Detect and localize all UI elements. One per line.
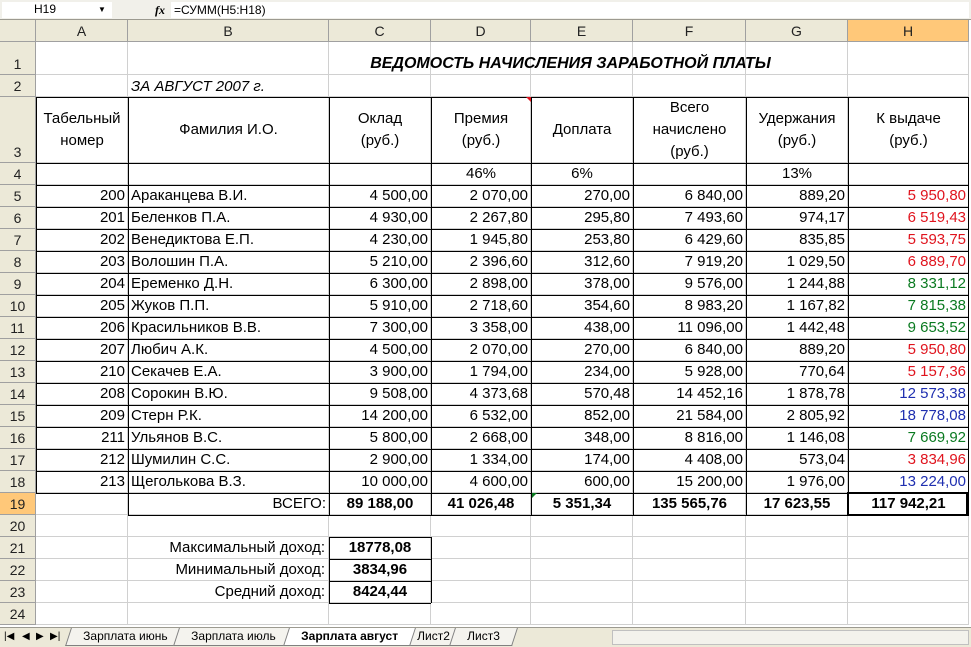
comment-indicator-icon [526,97,531,102]
border-line [848,97,849,515]
name-box[interactable] [2,2,112,18]
cell-total[interactable]: 6 840,00 [684,187,743,204]
row-header-4[interactable]: 4 [0,163,36,185]
cell-id[interactable]: 201 [99,209,125,226]
sheet-tab-2[interactable] [173,628,293,646]
cell-deduct[interactable]: 1 146,08 [786,429,845,446]
horizontal-scrollbar[interactable] [612,630,969,645]
cell-extra[interactable]: 270,00 [584,341,630,358]
cell-total[interactable]: 11 096,00 [677,319,743,336]
sheet-tab-label: Зарплата июль [191,629,276,643]
cell-name[interactable]: Волошин П.А. [131,253,229,270]
row-header-19[interactable]: 19 [0,493,36,515]
name-box-value: H19 [34,2,57,16]
cell-bonus[interactable]: 4 600,00 [469,473,528,490]
border-line [36,427,969,428]
cell-extra[interactable]: 354,60 [584,297,630,314]
border-line [128,515,969,516]
cell-pay[interactable]: 5 157,36 [907,363,966,380]
total-pay[interactable]: 117 942,21 [871,495,946,512]
sheet-tab-label: Зарплата июнь [83,629,168,643]
cell-deduct[interactable]: 770,64 [799,363,845,380]
cell-extra[interactable]: 234,00 [584,363,630,380]
cell-total[interactable]: 8 816,00 [684,429,743,446]
cell-total[interactable]: 4 408,00 [684,451,743,468]
cell-pay[interactable]: 3 834,96 [907,451,966,468]
cell-name[interactable]: Щеголькова В.З. [131,473,246,490]
cell-salary[interactable]: 4 500,00 [369,341,428,358]
cell-salary[interactable]: 2 900,00 [369,451,428,468]
cell-salary[interactable]: 5 210,00 [369,253,428,270]
cell-pay[interactable]: 7 669,92 [907,429,966,446]
cell-pay[interactable]: 13 224,00 [899,473,966,490]
cell-pay[interactable]: 5 593,75 [907,231,966,248]
cell-deduct[interactable]: 1 244,88 [786,275,845,292]
header-c [329,97,431,163]
column-header-g[interactable]: G [746,20,848,42]
cell-pay[interactable]: 6 889,70 [907,253,966,270]
sheet-tab-label: Зарплата август [301,629,399,643]
header-line: (руб.) [461,132,501,149]
row-header-3[interactable]: 3 [0,97,36,163]
cell-bonus[interactable]: 2 070,00 [469,341,528,358]
row-header-12[interactable]: 12 [0,339,36,361]
stat-value[interactable]: 18778,08 [348,539,412,556]
cell-salary[interactable]: 7 300,00 [369,319,428,336]
border-line [329,97,330,515]
border-line [36,295,969,296]
last-sheet-icon[interactable]: ▶| [50,631,61,642]
first-sheet-icon[interactable]: |◀ [4,631,15,642]
cell-total[interactable]: 8 983,20 [684,297,743,314]
cell-salary[interactable]: 4 930,00 [369,209,428,226]
row-header-16[interactable]: 16 [0,427,36,449]
border-line [36,405,969,406]
header-line: Фамилия И.О. [179,121,278,138]
row-header-20[interactable]: 20 [0,515,36,537]
cell-total[interactable]: 5 928,00 [684,363,743,380]
header-line: Оклад [357,110,403,127]
rate-deduction: 13% [781,165,813,182]
select-all-corner[interactable] [0,20,36,42]
cell-bonus[interactable]: 2 718,60 [469,297,528,314]
cell-id[interactable]: 202 [99,231,125,248]
cell-total[interactable]: 9 576,00 [684,275,743,292]
border-line [36,273,969,274]
column-header-a[interactable]: A [36,20,128,42]
cell-name[interactable]: Сорокин В.Ю. [131,385,228,402]
cell-pay[interactable]: 18 778,08 [899,407,966,424]
formula-bar [0,0,971,20]
cell-extra[interactable]: 378,00 [584,275,630,292]
header-line: номер [60,132,104,149]
cell-total[interactable]: 15 200,00 [676,473,743,490]
cell-deduct[interactable]: 1 878,78 [786,385,845,402]
border-line [36,493,969,494]
column-header-f[interactable]: F [633,20,746,42]
total-deduct[interactable]: 17 623,55 [763,495,831,512]
row-header-24[interactable]: 24 [0,603,36,625]
border-line [968,97,969,515]
border-line [329,559,431,560]
cell-bonus[interactable]: 4 373,68 [469,385,528,402]
cell-salary[interactable]: 4 500,00 [369,187,428,204]
border-line [128,97,129,515]
cell-salary[interactable]: 6 300,00 [369,275,428,292]
header-line: К выдаче [876,110,941,127]
prev-sheet-icon[interactable]: ◀ [22,631,30,642]
border-line [36,383,969,384]
row-header-2[interactable]: 2 [0,75,36,97]
stat-label: Средний доход: [214,583,325,600]
header-line: (руб.) [670,143,709,160]
cell-salary[interactable]: 14 200,00 [361,407,428,424]
cell-bonus[interactable]: 2 668,00 [469,429,528,446]
border-line [329,603,431,604]
header-line: Всего [669,99,710,116]
cell-total[interactable]: 7 919,20 [684,253,743,270]
border-line [36,229,969,230]
cell-total[interactable]: 6 429,60 [684,231,743,248]
row-header-7[interactable]: 7 [0,229,36,251]
cell-name[interactable]: Ульянов В.С. [131,429,223,446]
cell-deduct[interactable]: 835,85 [799,231,845,248]
cell-name[interactable]: Красильников В.В. [131,319,262,336]
cell-pay[interactable]: 7 815,38 [907,297,966,314]
cell-id[interactable]: 212 [99,451,125,468]
cell-extra[interactable]: 600,00 [584,473,630,490]
row-header-17[interactable]: 17 [0,449,36,471]
function-icon[interactable]: fx [155,3,165,17]
sheet-tab-1[interactable] [65,628,185,646]
worksheet-grid[interactable] [36,42,969,625]
cell-bonus[interactable]: 1 334,00 [469,451,528,468]
border-line [36,185,969,186]
cell-pay[interactable]: 9 653,52 [907,319,966,336]
cell-deduct[interactable]: 889,20 [799,341,845,358]
stat-label: Минимальный доход: [175,561,325,578]
header-d [431,97,531,163]
cell-salary[interactable]: 5 800,00 [369,429,428,446]
cell-name[interactable]: Шумилин С.С. [131,451,231,468]
cell-deduct[interactable]: 1 976,00 [786,473,845,490]
cell-total[interactable]: 14 452,16 [676,385,743,402]
cell-pay[interactable]: 6 519,43 [907,209,966,226]
row-header-9[interactable]: 9 [0,273,36,295]
border-line [329,581,431,582]
cell-extra[interactable]: 312,60 [584,253,630,270]
cell-total[interactable]: 7 493,60 [684,209,743,226]
row-header-11[interactable]: 11 [0,317,36,339]
cell-extra[interactable]: 253,80 [584,231,630,248]
cell-deduct[interactable]: 1 029,50 [786,253,845,270]
cell-bonus[interactable]: 2 898,00 [469,275,528,292]
cell-deduct[interactable]: 1 442,48 [786,319,845,336]
border-line [329,537,431,538]
row-header-5[interactable]: 5 [0,185,36,207]
rate-extra: 6% [571,165,593,182]
header-line: Премия [453,110,509,127]
header-e [531,97,633,163]
border-line [746,97,747,515]
header-line: Доплата [552,121,612,138]
cell-id[interactable]: 208 [99,385,125,402]
formula-input[interactable]: =СУММ(H5:H18) [171,2,969,18]
cell-pay[interactable]: 8 331,12 [907,275,966,292]
cell-name[interactable]: Еременко Д.Н. [131,275,234,292]
cell-bonus[interactable]: 2 267,80 [469,209,528,226]
row-header-21[interactable]: 21 [0,537,36,559]
cell-extra[interactable]: 348,00 [584,429,630,446]
cell-salary[interactable]: 9 508,00 [369,385,428,402]
cell-name[interactable]: Любич А.К. [131,341,209,358]
cell-id[interactable]: 205 [99,297,125,314]
row-header-22[interactable]: 22 [0,559,36,581]
cell-name[interactable]: Венедиктова Е.П. [131,231,254,248]
cell-salary[interactable]: 10 000,00 [361,473,428,490]
column-header-b[interactable]: B [128,20,329,42]
header-line: начислено [652,121,727,138]
sheet-tab-bar [0,627,971,647]
border-line [36,207,969,208]
cell-name[interactable]: Араканцева В.И. [131,187,248,204]
cell-pay[interactable]: 5 950,80 [907,187,966,204]
row-header-13[interactable]: 13 [0,361,36,383]
column-header-c[interactable]: C [329,20,431,42]
column-header-h[interactable]: H [848,20,969,42]
column-header-d[interactable]: D [431,20,531,42]
header-line: (руб.) [889,132,928,149]
cell-salary[interactable]: 3 900,00 [369,363,428,380]
stat-label: Максимальный доход: [169,539,325,556]
sheet-tab-label: Лист2 [417,629,450,643]
cell-extra[interactable]: 270,00 [584,187,630,204]
chevron-down-icon[interactable]: ▼ [98,5,106,14]
cell-id[interactable]: 206 [99,319,125,336]
border-line [431,537,432,603]
sheet-tab-3[interactable] [283,628,416,646]
header-h [848,97,969,163]
cell-id[interactable]: 213 [99,473,125,490]
cell-bonus[interactable]: 3 358,00 [469,319,528,336]
cell-extra[interactable]: 852,00 [584,407,630,424]
cell-deduct[interactable]: 889,20 [799,187,845,204]
header-b [128,97,329,163]
border-line [633,97,634,515]
border-line [36,317,969,318]
stat-value[interactable]: 3834,96 [352,561,408,578]
border-line [329,537,330,603]
total-extra[interactable]: 5 351,34 [552,495,612,512]
cell-name[interactable]: Беленков П.А. [131,209,231,226]
row-header-10[interactable]: 10 [0,295,36,317]
error-indicator-icon [532,493,537,498]
total-total[interactable]: 135 565,76 [651,495,728,512]
row-header-14[interactable]: 14 [0,383,36,405]
cell-bonus[interactable]: 1 794,00 [469,363,528,380]
next-sheet-icon[interactable]: ▶ [36,631,44,642]
cell-bonus[interactable]: 2 070,00 [469,187,528,204]
border-line [431,97,432,515]
cell-deduct[interactable]: 2 805,92 [786,407,845,424]
border-line [36,97,969,98]
cell-id[interactable]: 211 [101,429,125,446]
sheet-tab-5[interactable] [449,628,518,646]
stat-value[interactable]: 8424,44 [352,583,408,600]
total-bonus[interactable]: 41 026,48 [447,495,515,512]
cell-deduct[interactable]: 573,04 [799,451,845,468]
border-line [36,471,969,472]
cell-id[interactable]: 200 [99,187,125,204]
header-line: Табельный [43,110,121,127]
selected-cell-outline [847,492,968,516]
cell-salary[interactable]: 5 910,00 [369,297,428,314]
totals-label: ВСЕГО: [272,495,326,512]
header-a [36,97,128,163]
cell-id[interactable]: 210 [99,363,125,380]
cell-extra[interactable]: 174,00 [584,451,630,468]
border-line [36,339,969,340]
header-line: (руб.) [777,132,817,149]
row-header-8[interactable]: 8 [0,251,36,273]
border-line [36,97,37,493]
row-header-18[interactable]: 18 [0,471,36,493]
border-line [531,97,532,515]
cell-name[interactable]: Жуков П.П. [131,297,210,314]
cell-id[interactable]: 209 [99,407,125,424]
cell-deduct[interactable]: 974,17 [799,209,845,226]
cell-salary[interactable]: 4 230,00 [369,231,428,248]
cell-name[interactable]: Стерн Р.К. [131,407,202,424]
cell-extra[interactable]: 438,00 [584,319,630,336]
border-line [36,361,969,362]
cell-id[interactable]: 203 [99,253,125,270]
page-title: ВЕДОМОСТЬ НАЧИСЛЕНИЯ ЗАРАБОТНОЙ ПЛАТЫ [370,55,771,72]
row-header-15[interactable]: 15 [0,405,36,427]
border-line [36,163,969,164]
sheet-tab-label: Лист3 [467,629,500,643]
gridline-h [36,624,969,625]
border-line [36,449,969,450]
cell-bonus[interactable]: 2 396,60 [469,253,528,270]
row-header-1[interactable]: 1 [0,42,36,75]
cell-bonus[interactable]: 1 945,80 [469,231,528,248]
cell-bonus[interactable]: 6 532,00 [469,407,528,424]
cell-pay[interactable]: 5 950,80 [907,341,966,358]
cell-extra[interactable]: 295,80 [584,209,630,226]
cell-deduct[interactable]: 1 167,82 [786,297,845,314]
cell-id[interactable]: 207 [99,341,125,358]
column-header-e[interactable]: E [531,20,633,42]
total-salary[interactable]: 89 188,00 [346,495,414,512]
cell-extra[interactable]: 570,48 [584,385,630,402]
header-g [746,97,848,163]
cell-id[interactable]: 204 [99,275,125,292]
cell-name[interactable]: Секачев Е.А. [131,363,222,380]
row-header-6[interactable]: 6 [0,207,36,229]
subtitle: ЗА АВГУСТ 2007 г. [131,78,265,95]
border-line [36,251,969,252]
cell-total[interactable]: 21 584,00 [676,407,743,424]
cell-pay[interactable]: 12 573,38 [899,385,966,402]
row-header-23[interactable]: 23 [0,581,36,603]
rate-premium: 46% [465,165,497,182]
header-line: (руб.) [360,132,400,149]
header-line: Удержания [758,110,836,127]
header-f [633,97,746,163]
cell-total[interactable]: 6 840,00 [684,341,743,358]
